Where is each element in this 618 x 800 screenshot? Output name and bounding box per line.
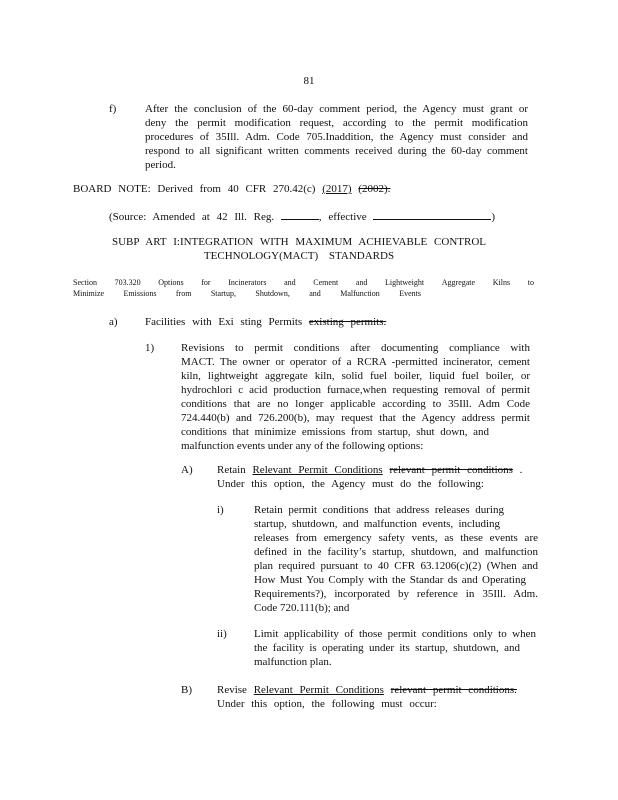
item-A-deleted: relevant permit conditions (389, 464, 513, 476)
item-i-line: releases from emergency safety vents, as these events are (254, 532, 538, 544)
source-suffix: ) (491, 211, 496, 223)
item-1-line: 724.440(b) and 726.200(b), may request that the Agency address permit (181, 412, 530, 424)
section-word: Incinerators (228, 278, 267, 287)
section-word: Events (399, 289, 421, 298)
section-heading-line-2 (73, 288, 421, 299)
item-i-line: defined in the facility’s startup, shutdown, and malfunction (254, 546, 538, 558)
section-word: Minimize (73, 289, 105, 298)
item-B-label: B) (181, 684, 192, 696)
item-f-line: After the conclusion of the 60-day comment period, the Agency must grant or (145, 103, 528, 115)
item-ii-paragraph (254, 627, 536, 669)
item-B-text (217, 683, 517, 711)
item-a-label: a) (109, 316, 118, 328)
item-1-line: Revisions to permit conditions after documenting compliance with (181, 342, 530, 354)
subpart-line-2: TECHNOLOGY(MACT) STANDARDS (203, 250, 395, 262)
board-note-inserted: (2017) (322, 183, 352, 195)
section-word: Options (158, 278, 184, 287)
section-word: and (309, 289, 321, 298)
item-f-line: period. (145, 159, 176, 171)
item-i-line: How Must You Comply with the Standar ds and Operating (254, 574, 526, 586)
item-i-line: startup, shutdown, and malfunction events, including (254, 518, 500, 530)
section-word: Cement (313, 278, 339, 287)
section-word: Shutdown, (255, 289, 290, 298)
item-i-line: Code 720.111(b); and (254, 602, 350, 614)
item-B-prefix: Revise (217, 684, 247, 696)
item-f-paragraph (145, 102, 528, 172)
section-word: Startup, (210, 289, 236, 298)
source-middle: , effective (318, 211, 367, 223)
section-heading-line-1 (73, 277, 534, 288)
item-A-label: A) (181, 464, 193, 476)
item-A-inserted: Relevant Permit Conditions (252, 464, 383, 476)
item-f-line: respond to all significant written comments received during the 60-day comment (145, 145, 528, 157)
section-word: to (527, 278, 534, 287)
board-note-deleted: (2002). (358, 183, 391, 195)
item-1-label: 1) (145, 342, 155, 354)
item-a-deleted: existing permits. (308, 316, 387, 328)
section-word: Malfunction (340, 289, 380, 298)
item-ii-label: ii) (217, 628, 227, 640)
item-1-line: conditions that are no longer applicable according to 35Ill. Adm Code (181, 398, 530, 410)
item-f-line: deny the permit modification request, according to the permit modification (145, 117, 528, 129)
item-A-line-1: Retain Relevant Permit Conditions relevant permit conditions . (217, 464, 523, 476)
section-word: Aggregate (441, 278, 476, 287)
item-ii-line: malfunction plan. (254, 656, 332, 668)
section-word: Lightweight (385, 278, 425, 287)
item-B-inserted: Relevant Permit Conditions (253, 684, 384, 696)
item-1-line: hydrochlori c acid production furnace,when requesting removal of permit (181, 384, 530, 396)
item-A-prefix: Retain (217, 464, 246, 476)
section-word: and (284, 278, 296, 287)
section-word: Emissions (123, 289, 157, 298)
section-word: 703.320 (114, 278, 141, 287)
item-1-line: kiln, lightweight aggregate kiln, solid fuel boiler, liquid fuel boiler, or (181, 370, 530, 382)
subpart-heading (112, 235, 486, 263)
item-i-line: Requirements?), incorporated by reference in 35Ill. Adm. (254, 588, 538, 600)
item-1-line: conditions that minimize emissions from startup, shut down, and (181, 426, 489, 438)
item-ii-line: Limit applicability of those permit conditions only to when (254, 628, 536, 640)
section-word: Kilns (492, 278, 511, 287)
item-A-text (217, 463, 522, 491)
item-1-line: malfunction events under any of the following options: (181, 440, 424, 452)
item-f-label: f) (109, 103, 117, 115)
subpart-line-1: SUBP ART I:INTEGRATION WITH MAXIMUM ACHIEVABLE CONTROL (112, 236, 486, 248)
item-a-title: Facilities with Exi sting Permits (145, 316, 303, 328)
item-A-line-2: Under this option, the Agency must do the following: (217, 478, 484, 490)
item-i-paragraph (254, 503, 538, 615)
item-B-line-1 (217, 683, 517, 697)
item-ii-line: the facility is operating under its startup, shutdown, and (254, 642, 520, 654)
section-heading (73, 277, 534, 299)
board-note-text: BOARD NOTE: Derived from 40 CFR 270.42(c) (73, 183, 316, 195)
effective-date-blank (373, 209, 491, 220)
section-word: and (355, 278, 368, 287)
section-word: Section (73, 278, 97, 287)
source-note (109, 209, 495, 224)
item-1-line: MACT. The owner or operator of a RCRA -permitted incinerator, cement (181, 356, 530, 368)
item-a-text (145, 315, 386, 329)
section-word: from (175, 289, 192, 298)
source-prefix: (Source: Amended at 42 Ill. Reg. (109, 211, 275, 223)
item-i-line: plan required pursuant to 40 CFR 63.1206(c)(2) (When and (254, 560, 538, 572)
section-word: for (201, 278, 211, 287)
item-B-deleted: relevant permit conditions. (390, 684, 517, 696)
page-number: 81 (303, 75, 315, 87)
reg-blank (281, 209, 319, 220)
item-1-paragraph (181, 341, 530, 453)
item-f-line: procedures of 35Ill. Adm. Code 705.Inaddition, the Agency must consider and (145, 131, 528, 143)
item-i-label: i) (217, 504, 224, 516)
board-note (73, 182, 390, 196)
item-i-line: Retain permit conditions that address releases during (254, 504, 504, 516)
item-B-line-2: Under this option, the following must occur: (217, 698, 437, 710)
